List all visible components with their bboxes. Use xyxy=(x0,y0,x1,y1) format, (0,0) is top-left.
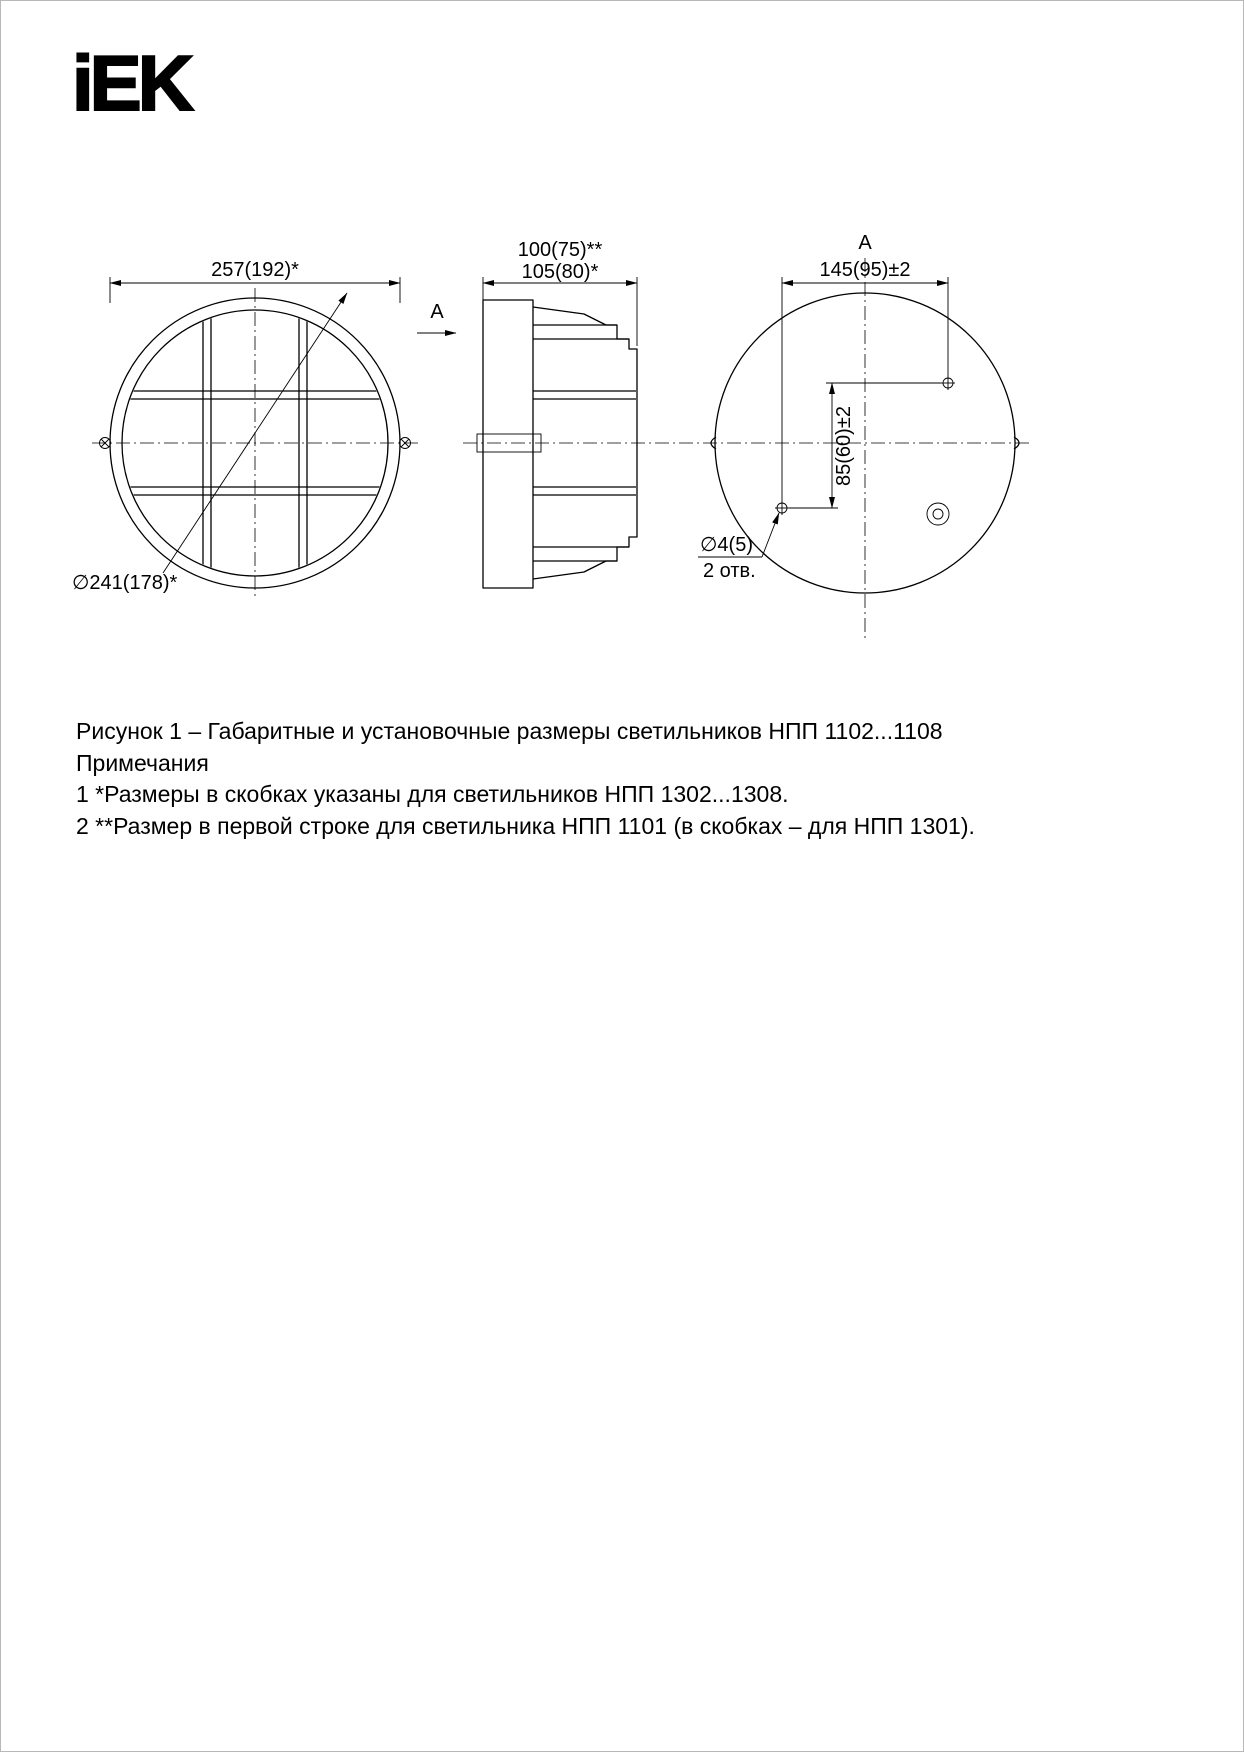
cable-entry-hole xyxy=(927,503,949,525)
dim-side-depth1-label: 100(75)** xyxy=(517,239,603,261)
figure-title: Рисунок 1 – Габаритные и установочные размеры светильников НПП 1102...1108 xyxy=(76,718,943,744)
dimension-drawing xyxy=(0,0,1244,700)
note-1: 1 *Размеры в скобках указаны для светильников НПП 1302...1308. xyxy=(76,781,789,807)
mounting-hole-bottom xyxy=(775,501,789,515)
front-view xyxy=(72,259,420,600)
dim-front-width-label: 257(192)* xyxy=(211,259,299,281)
iek-logo: iEK xyxy=(72,39,191,127)
hole-count-label: 2 отв. xyxy=(703,560,756,582)
dim-front-diameter-label: ∅241(178)* xyxy=(72,572,178,594)
figure-caption xyxy=(76,716,975,842)
dim-rear-hole-spacing-v-label: 85(60)±2 xyxy=(833,406,855,486)
hole-diameter-label: ∅4(5) xyxy=(700,534,753,556)
dim-rear-hole-spacing-h-label: 145(95)±2 xyxy=(819,259,911,281)
notes-header: Примечания xyxy=(76,749,209,776)
rear-view xyxy=(698,232,1019,641)
note-2: 2 **Размер в первой строке для светильника НПП 1101 (в скобках – для НПП 1301). xyxy=(76,812,975,839)
rear-view-label: А xyxy=(858,232,872,254)
mounting-hole-top xyxy=(941,376,955,390)
view-direction-label: А xyxy=(430,301,444,323)
dim-side-depth2-label: 105(80)* xyxy=(521,261,599,283)
